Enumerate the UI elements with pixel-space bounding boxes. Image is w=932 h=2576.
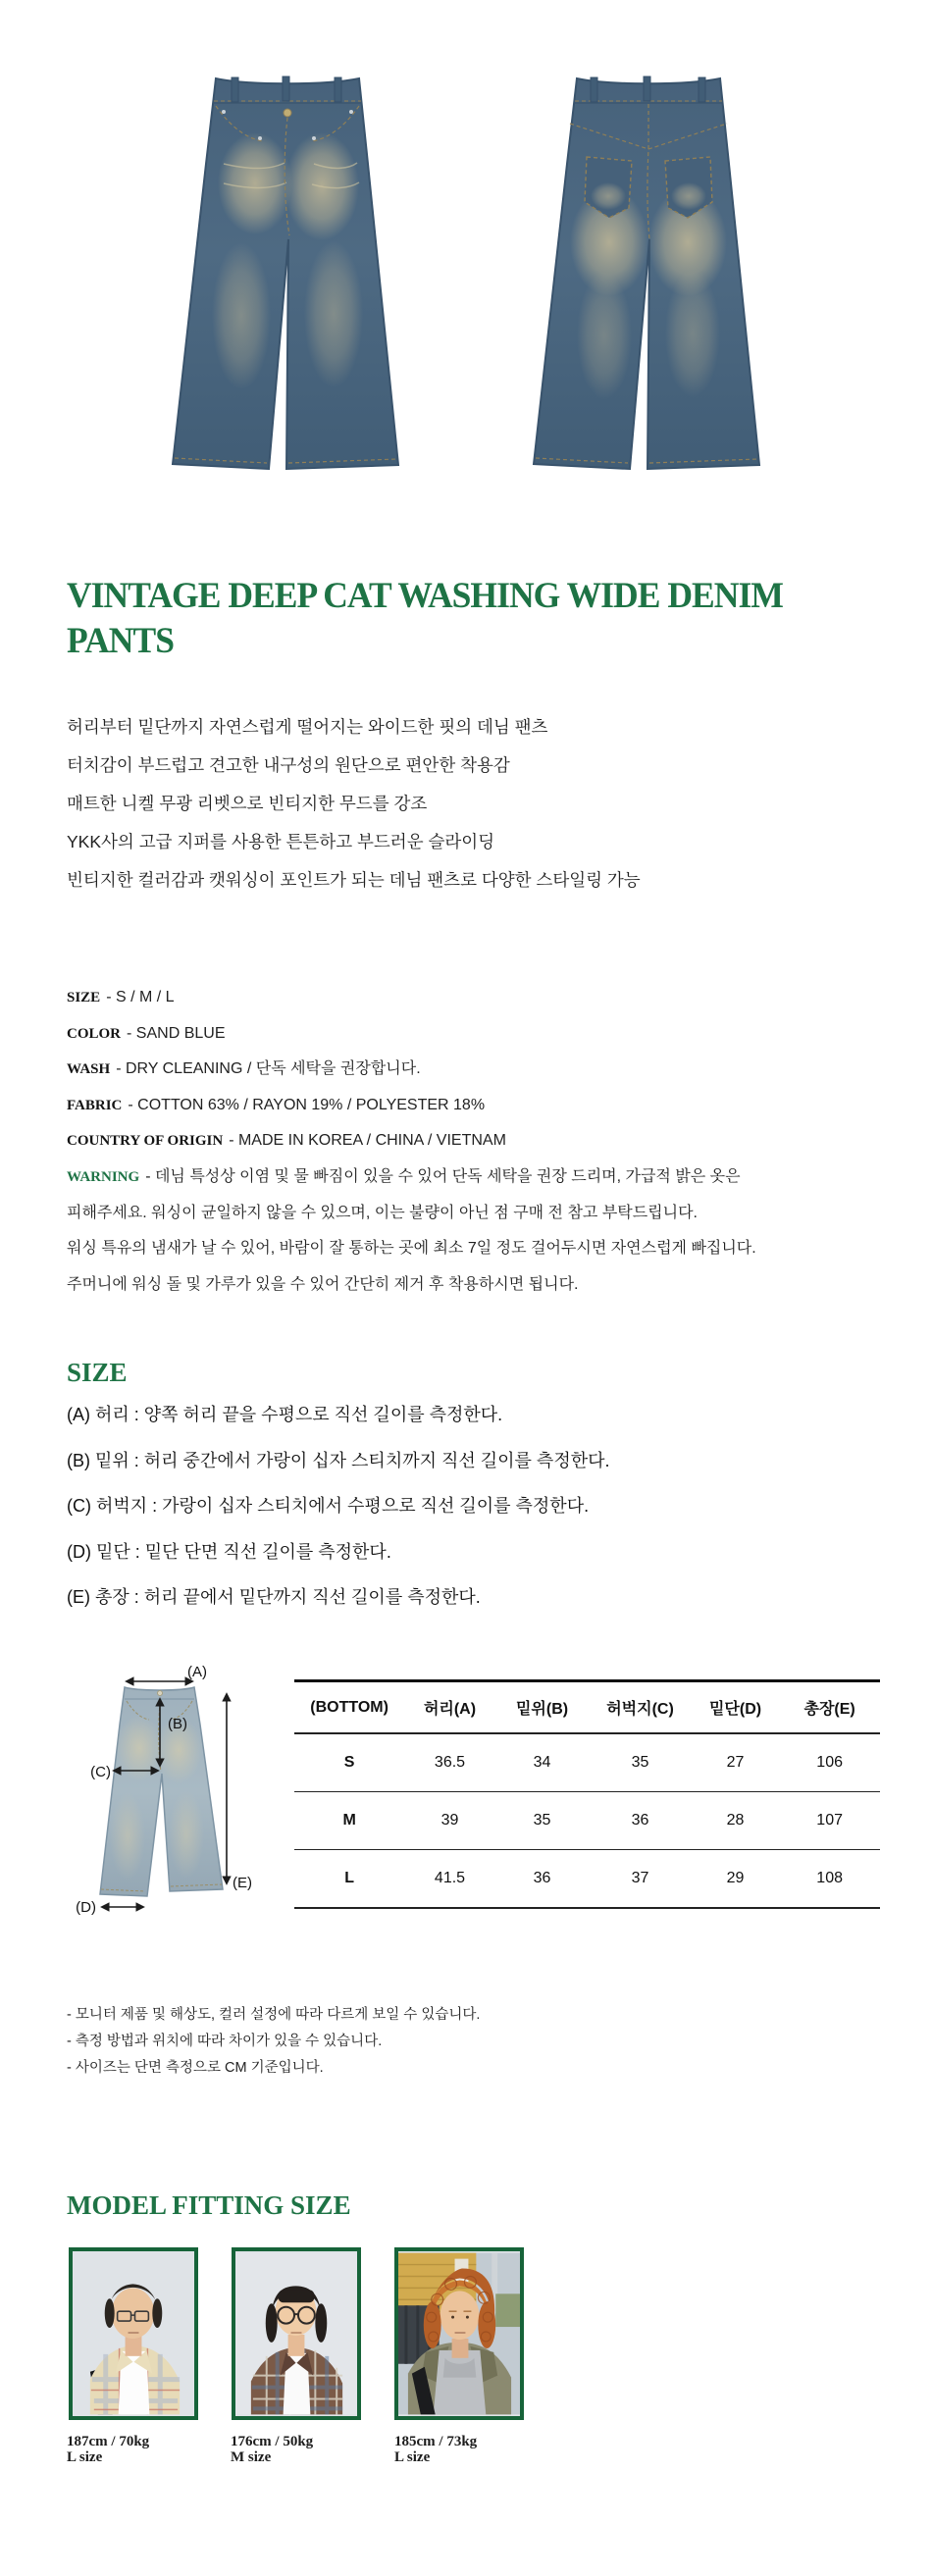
table-row	[294, 1850, 880, 1909]
spec-label: FABRIC	[67, 1097, 123, 1113]
column-header: 허리(A)	[404, 1681, 495, 1734]
spec-line-warning	[67, 1159, 881, 1196]
table-cell: 41.5	[404, 1850, 495, 1909]
table-cell: 37	[589, 1850, 691, 1909]
column-header: 총장(E)	[779, 1681, 880, 1734]
column-header: (BOTTOM)	[294, 1681, 404, 1734]
model-spec: 185cm / 73kg	[394, 2434, 478, 2449]
measurement-line: (B) 밑위 : 허리 중간에서 가랑이 십자 스티치까지 직선 길이를 측정한다.	[67, 1450, 610, 1470]
diagram-label-a: (A)	[187, 1664, 207, 1680]
model-spec: 187cm / 70kg	[67, 2434, 150, 2449]
spec-label: WASH	[67, 1061, 111, 1078]
product-description	[67, 708, 641, 900]
spec-line-size	[67, 980, 881, 1016]
model-3-portrait	[398, 2251, 520, 2416]
table-row	[294, 1733, 880, 1792]
table-cell: 29	[692, 1850, 780, 1909]
spec-value: - MADE IN KOREA / CHINA / VIETNAM	[229, 1132, 506, 1150]
description-line: 터치감이 부드럽고 견고한 내구성의 원단으로 편안한 착용감	[67, 755, 510, 775]
column-header: 밑위(B)	[495, 1681, 590, 1734]
model-photo-2	[232, 2247, 361, 2420]
spec-value: - SAND BLUE	[127, 1024, 226, 1042]
description-line: YKK사의 고급 지퍼를 사용한 튼튼하고 부드러운 슬라이딩	[67, 832, 495, 851]
model-spec: 176cm / 50kg	[231, 2434, 314, 2449]
measurement-line: (C) 허벅지 : 가랑이 십자 스티치에서 수평으로 직선 길이를 측정한다.	[67, 1496, 590, 1516]
table-cell: 39	[404, 1792, 495, 1850]
model-captions	[0, 2434, 932, 2483]
spec-value: - COTTON 63% / RAYON 19% / POLYESTER 18%	[128, 1096, 486, 1113]
measurement-guide	[67, 1392, 609, 1621]
model-caption-2	[231, 2434, 378, 2465]
table-cell: 28	[692, 1792, 780, 1850]
model-caption-3	[394, 2434, 542, 2465]
size-table	[294, 1679, 880, 1909]
spec-value: - S / M / L	[106, 989, 175, 1005]
warning-text: - 데님 특성상 이염 및 물 빠짐이 있을 수 있어 단독 세탁을 권장 드리며, 가급적 밝은 옷은	[145, 1167, 741, 1185]
spec-label: SIZE	[67, 990, 101, 1005]
measurement-line: (E) 총장 : 허리 끝에서 밑단까지 직선 길이를 측정한다.	[67, 1587, 481, 1607]
model-caption-1	[67, 2434, 214, 2465]
warning-text-line: 피해주세요. 워싱이 균일하지 않을 수 있으며, 이는 불량이 아닌 점 구매 전 참고 부탁드립니다.	[67, 1204, 698, 1221]
model-photo-1	[69, 2247, 198, 2420]
description-line: 매트한 니켈 무광 리벳으로 빈티지한 무드를 강조	[67, 794, 428, 813]
page-title: VINTAGE DEEP CAT WASHING WIDE DENIM PANTS	[67, 576, 783, 661]
model-size: L size	[394, 2449, 431, 2465]
model-photo-3	[394, 2247, 524, 2420]
product-gallery	[0, 0, 932, 490]
table-cell: 35	[589, 1733, 691, 1792]
size-diagram	[29, 1630, 285, 1925]
table-cell: 27	[692, 1733, 780, 1792]
spec-label: COLOR	[67, 1025, 122, 1042]
spec-line-color	[67, 1016, 881, 1053]
description-line: 빈티지한 컬러감과 캣워싱이 포인트가 되는 데님 팬츠로 다양한 스타일링 가능	[67, 870, 641, 890]
spec-value: - DRY CLEANING / 단독 세탁을 권장합니다.	[116, 1060, 421, 1078]
spec-line-origin	[67, 1123, 881, 1159]
warning-text-line: 주머니에 워싱 돌 및 가루가 있을 수 있어 간단히 제거 후 착용하시면 됩니다.	[67, 1275, 579, 1293]
table-cell: 108	[779, 1850, 880, 1909]
note-line: - 모니터 제품 및 해상도, 컬러 설정에 따라 다르게 보일 수 있습니다.	[67, 2007, 481, 2023]
description-line: 허리부터 밑단까지 자연스럽게 떨어지는 와이드한 핏의 데님 팬츠	[67, 717, 548, 737]
diagram-jeans-illustration	[100, 1687, 223, 1896]
table-cell: L	[294, 1850, 404, 1909]
size-section-heading: SIZE	[67, 1358, 128, 1387]
model-photos	[69, 2247, 524, 2420]
model-size: L size	[67, 2449, 103, 2465]
note-line: - 측정 방법과 위치에 따라 차이가 있을 수 있습니다.	[67, 2034, 383, 2049]
table-cell: 36	[495, 1850, 590, 1909]
model-size: M size	[231, 2449, 272, 2465]
measurement-line: (A) 허리 : 양쪽 허리 끝을 수평으로 직선 길이를 측정한다.	[67, 1405, 503, 1424]
table-cell: 36.5	[404, 1733, 495, 1792]
spec-line-fabric	[67, 1088, 881, 1124]
column-header: 허벅지(C)	[589, 1681, 691, 1734]
measurement-line: (D) 밑단 : 밑단 단면 직선 길이를 측정한다.	[67, 1541, 391, 1562]
table-row	[294, 1792, 880, 1850]
column-header: 밑단(D)	[692, 1681, 780, 1734]
table-cell: 35	[495, 1792, 590, 1850]
diagram-label-e: (E)	[233, 1875, 252, 1891]
model-2-portrait	[235, 2251, 357, 2416]
table-cell: 36	[589, 1792, 691, 1850]
warning-label: WARNING	[67, 1168, 140, 1185]
table-cell: 106	[779, 1733, 880, 1792]
product-image-front	[165, 71, 410, 478]
model-fitting-heading: MODEL FITTING SIZE	[67, 2190, 351, 2220]
note-line: - 사이즈는 단면 측정으로 CM 기준입니다.	[67, 2060, 324, 2076]
table-cell: S	[294, 1733, 404, 1792]
diagram-label-b: (B)	[168, 1716, 187, 1732]
table-cell: 107	[779, 1792, 880, 1850]
diagram-label-c: (C)	[90, 1764, 111, 1780]
product-image-back	[526, 71, 771, 478]
size-table-header-row	[294, 1681, 880, 1734]
spec-line-wash	[67, 1052, 881, 1088]
size-notes	[67, 2002, 480, 2082]
table-cell: M	[294, 1792, 404, 1850]
diagram-label-d: (D)	[76, 1899, 96, 1916]
warning-text-line: 워싱 특유의 냄새가 날 수 있어, 바람이 잘 통하는 곳에 최소 7일 정도 걸어두시면 자연스럽게 빠집니다.	[67, 1240, 756, 1258]
product-specs	[67, 980, 881, 1303]
table-cell: 34	[495, 1733, 590, 1792]
spec-label: COUNTRY OF ORIGIN	[67, 1133, 224, 1150]
model-1-portrait	[73, 2251, 194, 2416]
